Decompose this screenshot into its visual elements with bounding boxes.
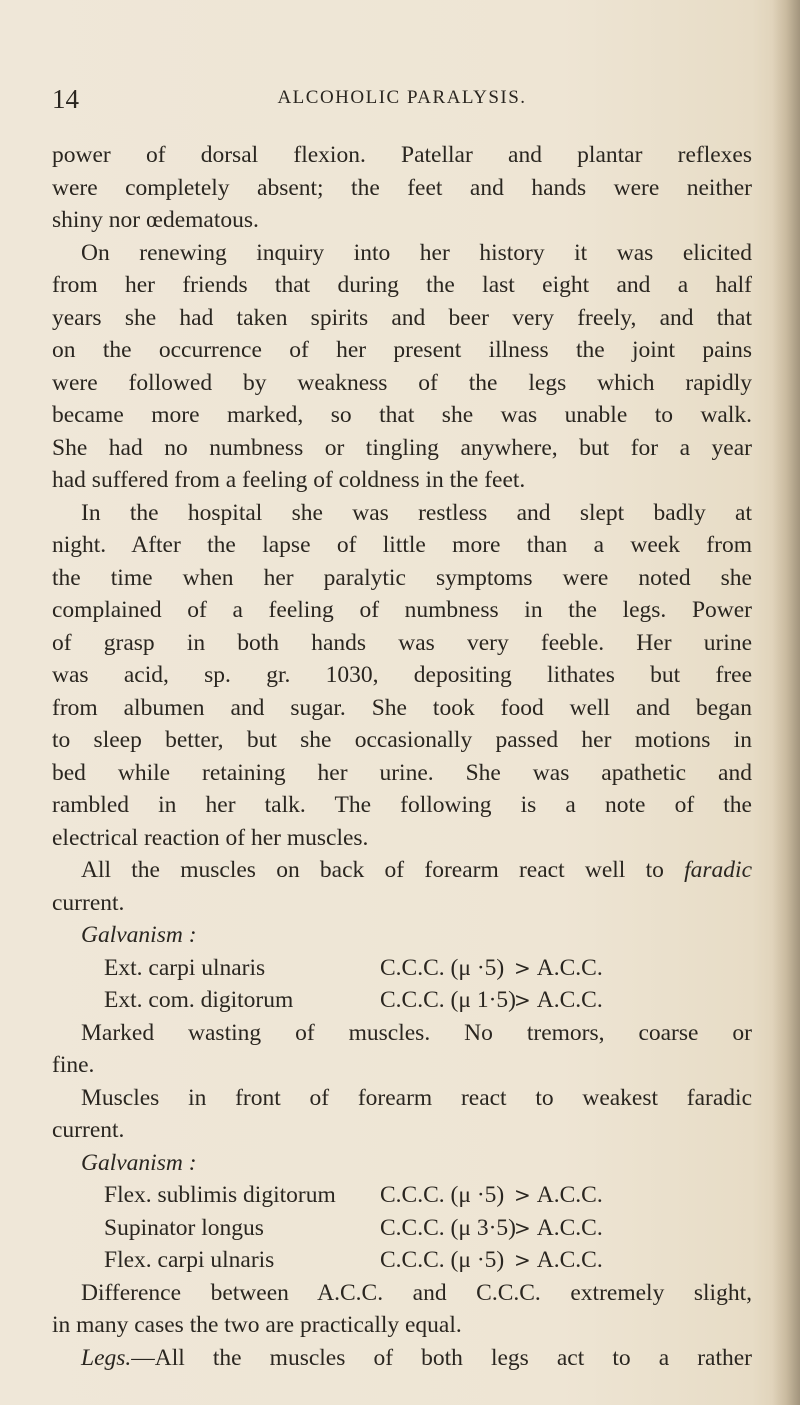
italic-term: faradic [684,857,752,883]
galvanism-row [52,1179,752,1212]
current-value: (μ ·5) [450,1182,505,1208]
text-line: the time when her paralytic symptoms were noted she [52,564,752,591]
text-line: complained of a feeling of numbness in the legs. Power [52,597,752,623]
text-line: years she had taken spirits and beer very freely, and that [52,304,752,331]
text-line: in many cases the two are practically equal. [52,1312,462,1338]
text-line: current. [52,1117,125,1143]
text-line: Marked wasting of muscles. No tremors, coarse or [81,1019,752,1046]
galvanism-row [52,984,752,1017]
text-line: current. [52,889,125,916]
paragraph-hospital [52,497,752,855]
text-line: was acid, sp. gr. 1030, depositing lithates but free [52,662,752,688]
compare-pole: A.C.C. [536,1182,603,1208]
text-line: fine. [52,1052,95,1078]
text-line: to sleep better, but she occasionally passed her motions in [52,727,752,753]
comparison [508,1179,603,1212]
text-line: became more marked, so that she was unable to walk. [52,402,752,428]
pole: C.C.C. [380,1247,445,1273]
galvanism-row [52,1244,752,1277]
compare-pole: A.C.C. [536,954,603,981]
text-line: rambled in her talk. The following is a note of the [52,792,752,818]
pole-value [380,952,508,985]
muscle-name: Flex. sublimis digitorum [104,1182,336,1208]
text-line: from albumen and sugar. She took food well and began [52,694,752,721]
text-line: on the occurrence of her present illness the joint pains [52,337,752,363]
comparison [508,984,603,1017]
comparison [508,1244,603,1277]
muscle-name: Ext. carpi ulnaris [104,954,266,981]
text-line: shiny nor œdematous. [52,207,259,233]
pole: C.C.C. [380,1214,445,1241]
text-line [52,1342,752,1375]
text-line [52,854,752,887]
body-text [52,139,752,1374]
comparison [508,952,603,985]
pole-value [380,1179,508,1212]
text-fragment: —All the muscles of both legs act to a rather [131,1344,752,1371]
current-value: (μ ·5) [450,1247,505,1273]
page-edge-shadow [772,0,800,1405]
pole-value [380,1244,508,1277]
italic-heading: Galvanism : [81,1149,197,1176]
italic-label: Legs. [81,1344,132,1371]
galvanism-heading [52,919,752,952]
current-value: (μ ·5) [450,954,505,981]
pole-value [380,984,516,1017]
compare-pole: A.C.C. [536,1214,603,1241]
page-header [52,84,752,114]
greater-than-symbol: > [514,988,531,1012]
galvanism-heading [52,1147,752,1180]
text-line: were completely absent; the feet and hands were neither [52,174,752,201]
muscle-name: Ext. com. digitorum [104,987,294,1013]
text-fragment: All the muscles on back of forearm react well to [81,857,685,883]
text-line: night. After the lapse of little more than a week from [52,532,752,558]
compare-pole: A.C.C. [536,987,603,1013]
text-line: electrical reaction of her muscles. [52,824,369,851]
running-title: ALCOHOLIC PARALYSIS. [277,87,527,108]
text-line: Muscles in front of forearm react to weakest faradic [81,1084,752,1111]
compare-pole: A.C.C. [536,1247,603,1273]
pole: C.C.C. [380,987,445,1013]
galvanism-row [52,1212,752,1245]
pole: C.C.C. [380,954,445,981]
text-line: had suffered from a feeling of coldness in the feet. [52,467,526,493]
paragraph-history [52,237,752,497]
greater-than-symbol: > [514,1183,531,1207]
section-front-forearm [52,1082,752,1342]
galvanism-row [52,952,752,985]
text-line: bed while retaining her urine. She was apathetic and [52,759,752,786]
text-line: of grasp in both hands was very feeble. Her urine [52,629,752,656]
greater-than-symbol: > [514,1248,531,1272]
paragraph-reflexes [52,139,752,237]
page-number: 14 [52,84,79,114]
text-line: On renewing inquiry into her history it was elicited [81,239,752,266]
comparison [508,1212,603,1245]
current-value: (μ 1·5) [450,987,516,1013]
text-line: power of dorsal flexion. Patellar and plantar reflexes [52,142,752,168]
text-line: Difference between A.C.C. and C.C.C. extremely slight, [81,1279,752,1306]
italic-heading: Galvanism : [81,922,197,948]
section-back-forearm [52,854,752,1082]
text-line: were followed by weakness of the legs which rapidly [52,369,752,396]
text-line: In the hospital she was restless and slept badly at [81,499,752,526]
text-line: She had no numbness or tingling anywhere, but for a year [52,434,752,461]
greater-than-symbol: > [514,1215,531,1240]
text-line: from her friends that during the last eight and a half [52,272,752,298]
pole: C.C.C. [380,1182,445,1208]
paragraph-legs [52,1342,752,1375]
pole-value [380,1212,516,1245]
current-value: (μ 3·5) [450,1214,516,1241]
muscle-name: Flex. carpi ulnaris [104,1247,275,1273]
greater-than-symbol: > [514,955,531,980]
muscle-name: Supinator longus [104,1214,264,1241]
